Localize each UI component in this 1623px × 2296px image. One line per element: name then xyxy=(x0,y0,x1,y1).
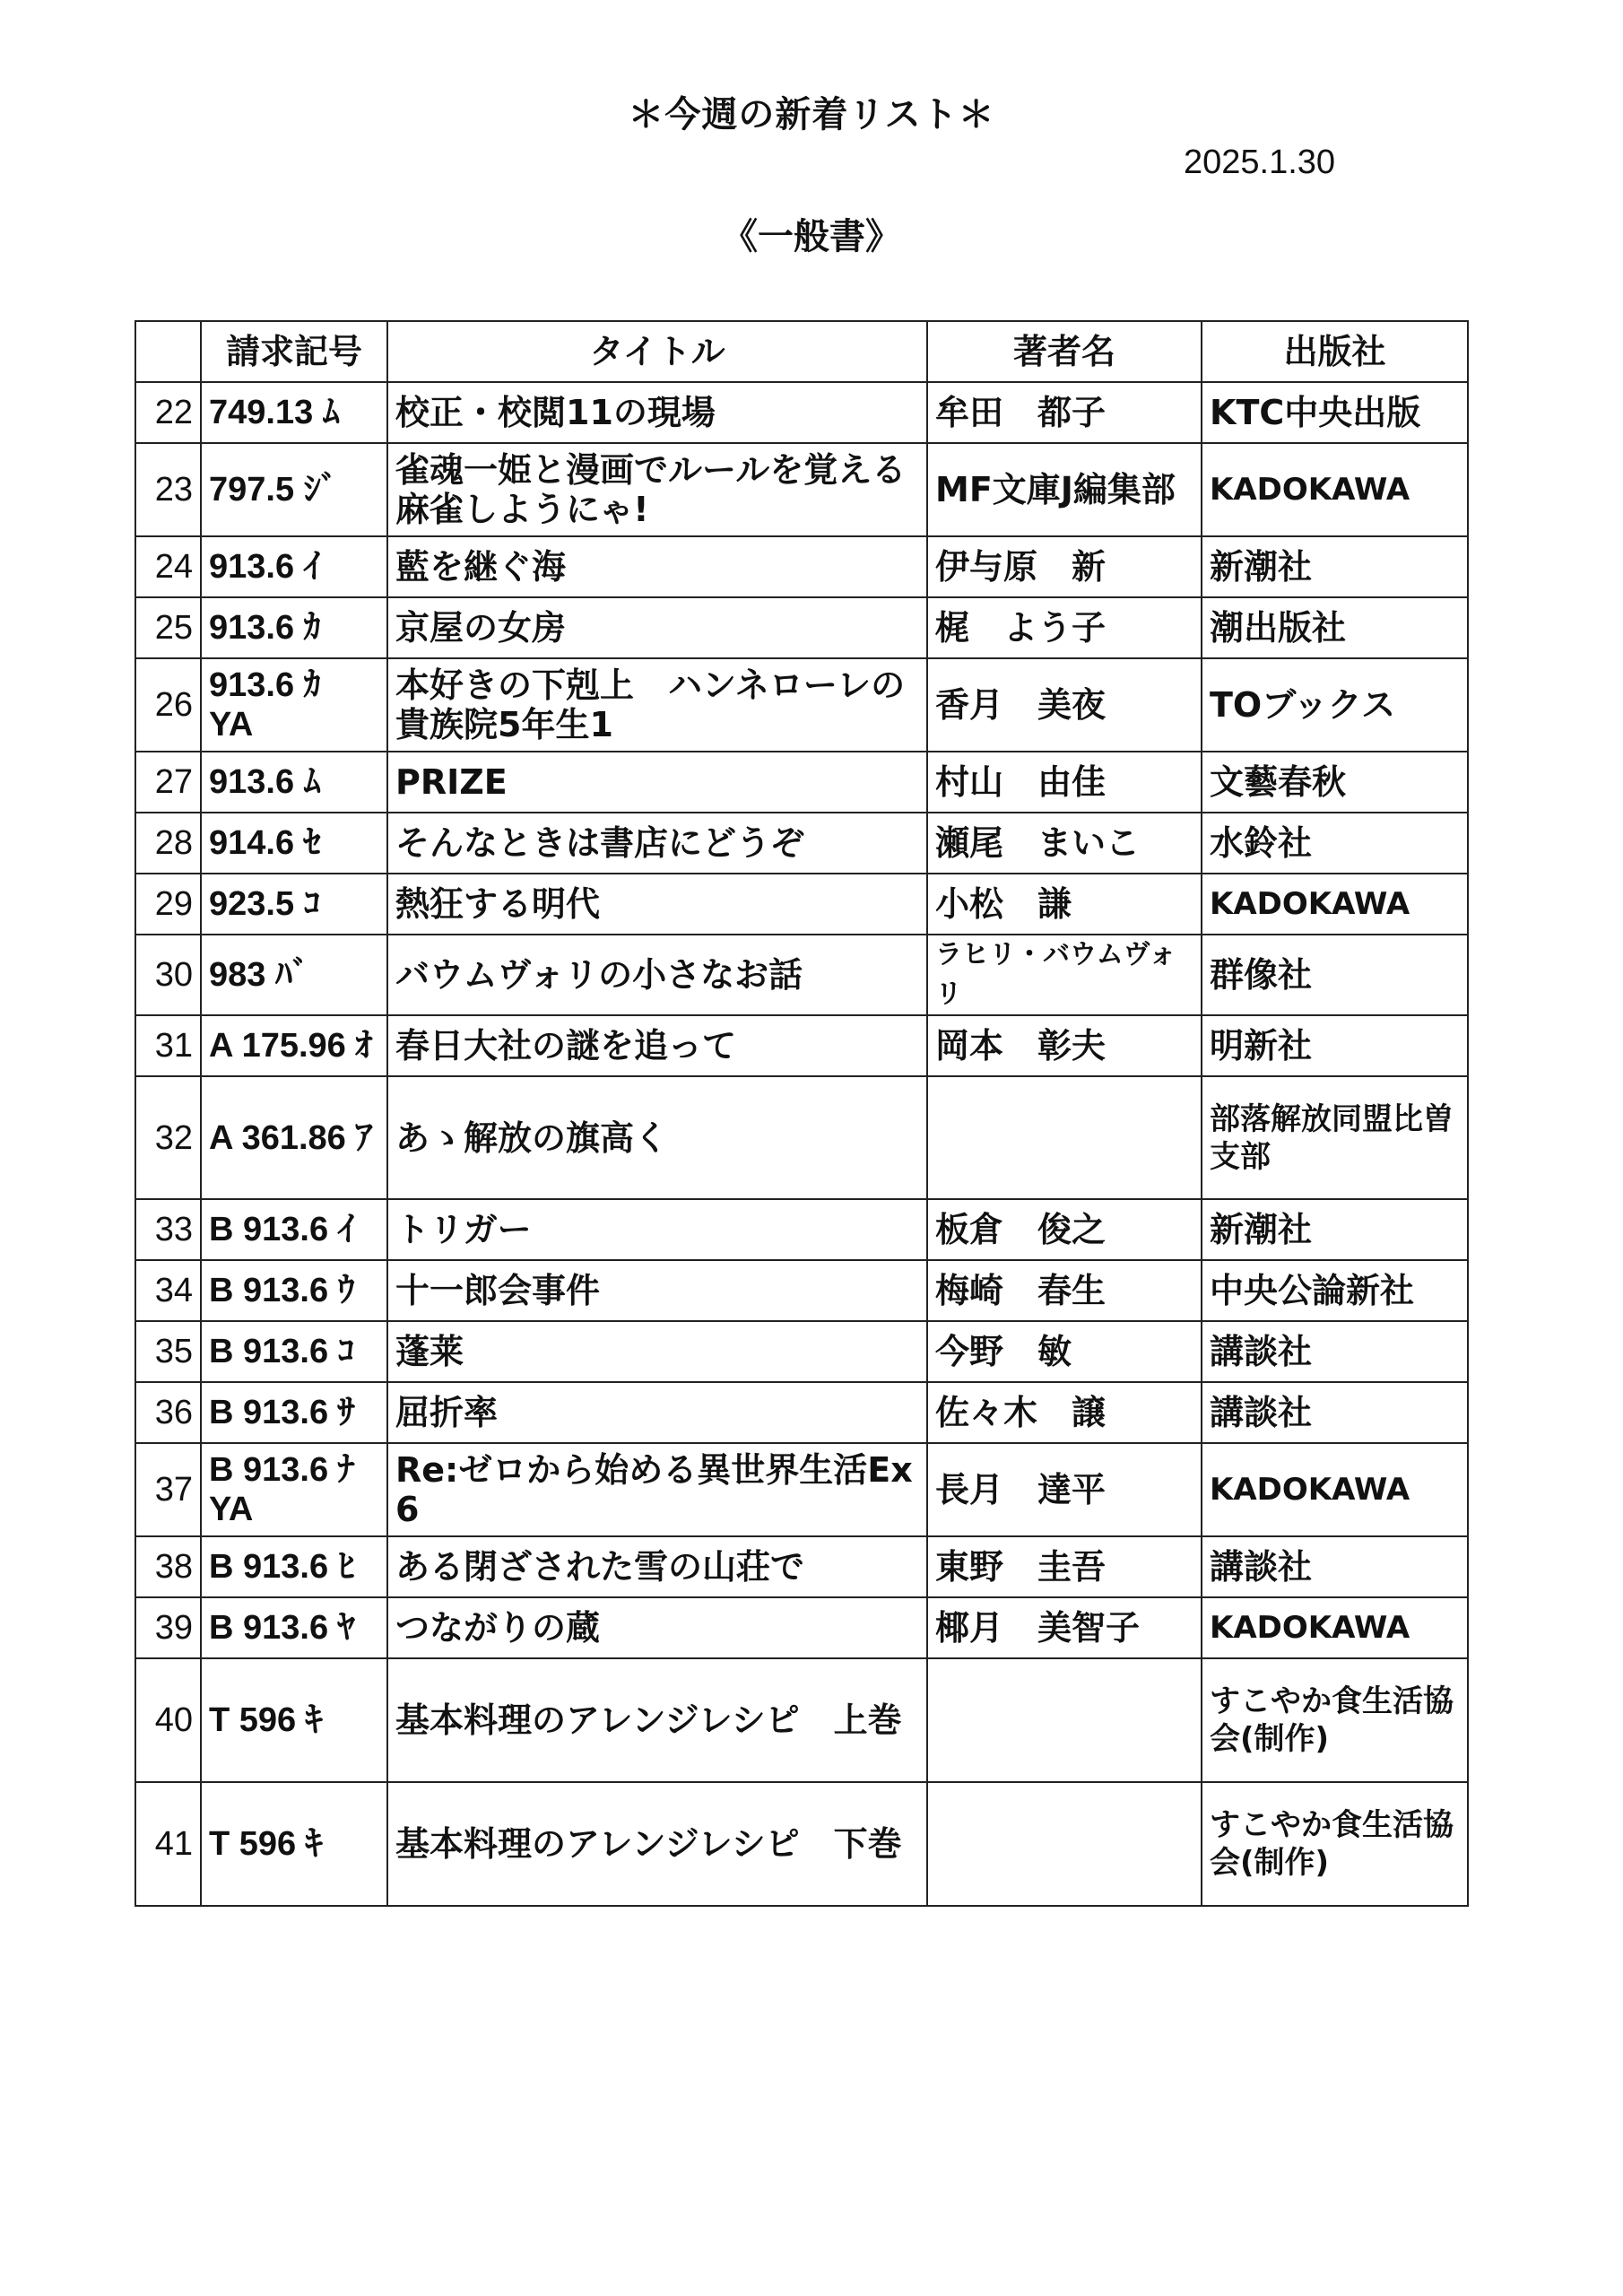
publisher-name: KADOKAWA xyxy=(1202,1597,1468,1658)
book-title: 屈折率 xyxy=(387,1382,927,1443)
call-number: B 913.6 ｺ xyxy=(201,1321,387,1382)
call-number: 913.6 ﾑ xyxy=(201,752,387,813)
book-title: Re:ゼロから始める異世界生活Ex6 xyxy=(387,1443,927,1536)
call-number: 914.6 ｾ xyxy=(201,813,387,874)
publisher-name: KTC中央出版 xyxy=(1202,382,1468,443)
author-name: 香月 美夜 xyxy=(927,658,1202,752)
author-name: 東野 圭吾 xyxy=(927,1536,1202,1597)
book-title: そんなときは書店にどうぞ xyxy=(387,813,927,874)
row-number: 41 xyxy=(135,1782,201,1906)
author-name: 板倉 俊之 xyxy=(927,1199,1202,1260)
author-name: 長月 達平 xyxy=(927,1443,1202,1536)
book-title: 校正・校閲11の現場 xyxy=(387,382,927,443)
call-number: A 175.96 ｵ xyxy=(201,1015,387,1076)
author-name xyxy=(927,1658,1202,1782)
author-name: 伊与原 新 xyxy=(927,536,1202,597)
call-number: 913.6 ｲ xyxy=(201,536,387,597)
call-number: 983 ﾊﾞ xyxy=(201,935,387,1015)
table-row xyxy=(135,1597,1468,1658)
table-row xyxy=(135,443,1468,536)
row-number: 28 xyxy=(135,813,201,874)
table-row xyxy=(135,1443,1468,1536)
author-name xyxy=(927,1076,1202,1199)
header-title: タイトル xyxy=(387,321,927,382)
table-row xyxy=(135,1782,1468,1906)
author-name xyxy=(927,1782,1202,1906)
row-number: 39 xyxy=(135,1597,201,1658)
call-number: 913.6 ｶ xyxy=(201,597,387,658)
header-author: 著者名 xyxy=(927,321,1202,382)
publisher-name: 明新社 xyxy=(1202,1015,1468,1076)
call-number: A 361.86 ｱ xyxy=(201,1076,387,1199)
publisher-name: TOブックス xyxy=(1202,658,1468,752)
table-row xyxy=(135,536,1468,597)
call-number: B 913.6 ﾋ xyxy=(201,1536,387,1597)
author-name: 小松 謙 xyxy=(927,874,1202,935)
publisher-name: 群像社 xyxy=(1202,935,1468,1015)
book-title: 基本料理のアレンジレシピ 上巻 xyxy=(387,1658,927,1782)
table-row xyxy=(135,874,1468,935)
header-publisher: 出版社 xyxy=(1202,321,1468,382)
row-number: 40 xyxy=(135,1658,201,1782)
publisher-name: KADOKAWA xyxy=(1202,443,1468,536)
book-title: ある閉ざされた雪の山荘で xyxy=(387,1536,927,1597)
publisher-name: 講談社 xyxy=(1202,1536,1468,1597)
author-name: 牟田 都子 xyxy=(927,382,1202,443)
table-row xyxy=(135,752,1468,813)
book-title: つながりの蔵 xyxy=(387,1597,927,1658)
author-name: 佐々木 譲 xyxy=(927,1382,1202,1443)
call-number: T 596 ｷ xyxy=(201,1658,387,1782)
call-number: B 913.6 ｳ xyxy=(201,1260,387,1321)
publisher-name: すこやか食生活協会(制作) xyxy=(1202,1658,1468,1782)
author-name: 瀬尾 まいこ xyxy=(927,813,1202,874)
publisher-name: 潮出版社 xyxy=(1202,597,1468,658)
book-title: 京屋の女房 xyxy=(387,597,927,658)
table-row xyxy=(135,1199,1468,1260)
publisher-name: 新潮社 xyxy=(1202,1199,1468,1260)
book-title: バウムヴォリの小さなお話 xyxy=(387,935,927,1015)
call-number: B 913.6 ｻ xyxy=(201,1382,387,1443)
table-row xyxy=(135,1536,1468,1597)
publisher-name: 新潮社 xyxy=(1202,536,1468,597)
publisher-name: 文藝春秋 xyxy=(1202,752,1468,813)
row-number: 33 xyxy=(135,1199,201,1260)
new-books-table xyxy=(135,320,1469,1907)
table-row xyxy=(135,382,1468,443)
publisher-name: 水鈴社 xyxy=(1202,813,1468,874)
call-number: 923.5 ｺ xyxy=(201,874,387,935)
publisher-name: 部落解放同盟比曽支部 xyxy=(1202,1076,1468,1199)
row-number: 24 xyxy=(135,536,201,597)
row-number: 30 xyxy=(135,935,201,1015)
row-number: 34 xyxy=(135,1260,201,1321)
call-number: B 913.6 ﾔ xyxy=(201,1597,387,1658)
author-name: 梅崎 春生 xyxy=(927,1260,1202,1321)
table-row xyxy=(135,935,1468,1015)
book-title: PRIZE xyxy=(387,752,927,813)
list-date: 2025.1.30 xyxy=(1184,144,1336,181)
call-number: B 913.6 ﾅ YA xyxy=(201,1443,387,1536)
book-title: 春日大社の謎を追って xyxy=(387,1015,927,1076)
publisher-name: KADOKAWA xyxy=(1202,874,1468,935)
book-title: 雀魂一姫と漫画でルールを覚える麻雀しようにゃ! xyxy=(387,443,927,536)
publisher-name: すこやか食生活協会(制作) xyxy=(1202,1782,1468,1906)
book-title: 本好きの下剋上 ハンネローレの貴族院5年生1 xyxy=(387,658,927,752)
row-number: 32 xyxy=(135,1076,201,1199)
section-title: 《一般書》 xyxy=(722,216,901,257)
call-number: T 596 ｷ xyxy=(201,1782,387,1906)
table-row xyxy=(135,1658,1468,1782)
author-name: 岡本 彰夫 xyxy=(927,1015,1202,1076)
row-number: 23 xyxy=(135,443,201,536)
row-number: 36 xyxy=(135,1382,201,1443)
call-number: 749.13 ﾑ xyxy=(201,382,387,443)
table-row xyxy=(135,1076,1468,1199)
book-title: あゝ解放の旗高く xyxy=(387,1076,927,1199)
table-row xyxy=(135,1382,1468,1443)
book-title: 藍を継ぐ海 xyxy=(387,536,927,597)
author-name: ラヒリ・バウムヴォリ xyxy=(927,935,1202,1015)
author-name: 椰月 美智子 xyxy=(927,1597,1202,1658)
table-header-row xyxy=(135,321,1468,382)
row-number: 35 xyxy=(135,1321,201,1382)
table-row xyxy=(135,813,1468,874)
author-name: 村山 由佳 xyxy=(927,752,1202,813)
book-title: トリガー xyxy=(387,1199,927,1260)
publisher-name: KADOKAWA xyxy=(1202,1443,1468,1536)
page-title: ＊今週の新着リスト＊ xyxy=(628,94,995,135)
row-number: 27 xyxy=(135,752,201,813)
header-number xyxy=(135,321,201,382)
book-title: 十一郎会事件 xyxy=(387,1260,927,1321)
call-number: B 913.6 ｲ xyxy=(201,1199,387,1260)
author-name: 今野 敏 xyxy=(927,1321,1202,1382)
book-title: 熱狂する明代 xyxy=(387,874,927,935)
author-name: 梶 よう子 xyxy=(927,597,1202,658)
table-row xyxy=(135,1321,1468,1382)
publisher-name: 講談社 xyxy=(1202,1321,1468,1382)
call-number: 797.5 ｼﾞ xyxy=(201,443,387,536)
publisher-name: 講談社 xyxy=(1202,1382,1468,1443)
author-name: MF文庫J編集部 xyxy=(927,443,1202,536)
row-number: 25 xyxy=(135,597,201,658)
book-title: 蓬莱 xyxy=(387,1321,927,1382)
row-number: 37 xyxy=(135,1443,201,1536)
call-number: 913.6 ｶ YA xyxy=(201,658,387,752)
row-number: 29 xyxy=(135,874,201,935)
row-number: 22 xyxy=(135,382,201,443)
row-number: 31 xyxy=(135,1015,201,1076)
table-row xyxy=(135,658,1468,752)
book-title: 基本料理のアレンジレシピ 下巻 xyxy=(387,1782,927,1906)
header-call-number: 請求記号 xyxy=(201,321,387,382)
table-row xyxy=(135,1015,1468,1076)
row-number: 38 xyxy=(135,1536,201,1597)
row-number: 26 xyxy=(135,658,201,752)
table-row xyxy=(135,1260,1468,1321)
table-row xyxy=(135,597,1468,658)
publisher-name: 中央公論新社 xyxy=(1202,1260,1468,1321)
table-body xyxy=(135,382,1468,1906)
